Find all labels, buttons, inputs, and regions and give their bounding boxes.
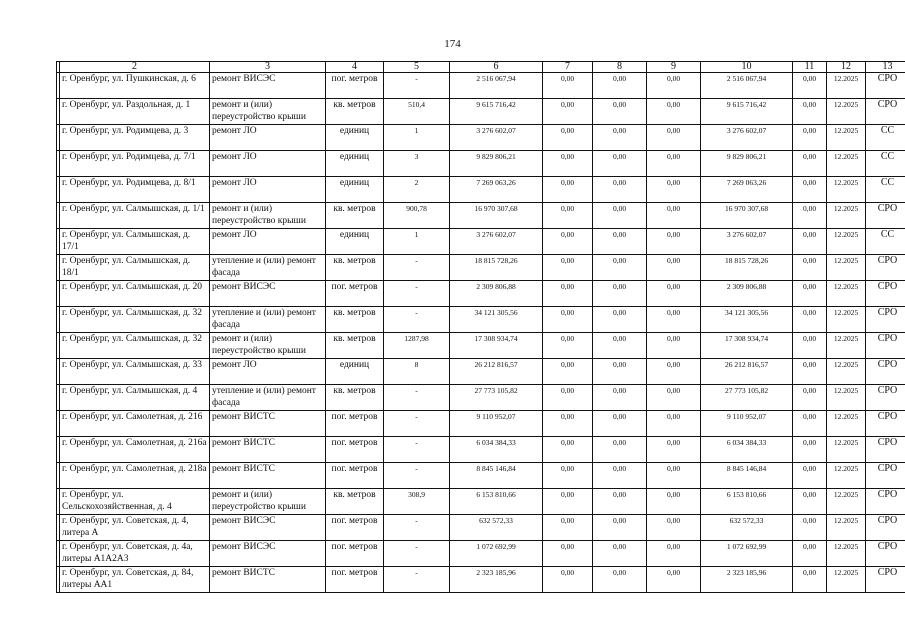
value-cell: 0,00 xyxy=(647,489,701,515)
address-cell: г. Оренбург, ул. Салмышская, д. 32 xyxy=(60,307,210,333)
organization-cell: СРО xyxy=(866,437,905,463)
completion-date-cell: 12.2025 xyxy=(827,385,866,411)
organization-cell: СРО xyxy=(866,359,905,385)
table-row xyxy=(57,73,905,99)
quantity-cell: 2 xyxy=(384,177,450,203)
value-cell: 0,00 xyxy=(793,463,827,489)
value-cell: 0,00 xyxy=(593,177,647,203)
unit-cell: пог. метров xyxy=(326,541,384,567)
unit-cell: кв. метров xyxy=(326,203,384,229)
quantity-cell: 8 xyxy=(384,359,450,385)
quantity-cell: 1 xyxy=(384,125,450,151)
table-row xyxy=(57,281,905,307)
value-cell: 0,00 xyxy=(647,567,701,593)
quantity-cell: 1287,98 xyxy=(384,333,450,359)
completion-date-cell: 12.2025 xyxy=(827,567,866,593)
value-cell: 0,00 xyxy=(543,437,593,463)
value-cell: 0,00 xyxy=(543,229,593,255)
work-type-cell: ремонт ВИСТС xyxy=(210,411,326,437)
unit-cell: единиц xyxy=(326,177,384,203)
fund-cost-cell: 6 034 384,33 xyxy=(701,437,793,463)
table-row xyxy=(57,515,905,541)
fund-cost-cell: 3 276 602,07 xyxy=(701,229,793,255)
completion-date-cell: 12.2025 xyxy=(827,281,866,307)
work-type-cell: ремонт ЛО xyxy=(210,359,326,385)
total-cost-cell: 18 815 728,26 xyxy=(450,255,543,281)
value-cell: 0,00 xyxy=(793,333,827,359)
fund-cost-cell: 3 276 602,07 xyxy=(701,125,793,151)
value-cell: 0,00 xyxy=(543,307,593,333)
address-cell: г. Оренбург, ул. Салмышская, д. 20 xyxy=(60,281,210,307)
column-header: 12 xyxy=(827,62,866,73)
work-type-cell: утепление и (или) ремонт фасада xyxy=(210,385,326,411)
address-cell: г. Оренбург, ул. Советская, д. 84, литеры АА1 xyxy=(60,567,210,593)
completion-date-cell: 12.2025 xyxy=(827,437,866,463)
organization-cell: СРО xyxy=(866,385,905,411)
unit-cell: кв. метров xyxy=(326,385,384,411)
address-cell: г. Оренбург, ул. Родимцева, д. 8/1 xyxy=(60,177,210,203)
table-row xyxy=(57,203,905,229)
quantity-cell: - xyxy=(384,255,450,281)
completion-date-cell: 12.2025 xyxy=(827,333,866,359)
fund-cost-cell: 7 269 063,26 xyxy=(701,177,793,203)
completion-date-cell: 12.2025 xyxy=(827,541,866,567)
total-cost-cell: 9 110 952,07 xyxy=(450,411,543,437)
column-header: 3 xyxy=(210,62,326,73)
work-type-cell: ремонт ВИСТС xyxy=(210,463,326,489)
column-header: 10 xyxy=(701,62,793,73)
total-cost-cell: 3 276 602,07 xyxy=(450,229,543,255)
value-cell: 0,00 xyxy=(543,333,593,359)
fund-cost-cell: 9 110 952,07 xyxy=(701,411,793,437)
unit-cell: пог. метров xyxy=(326,463,384,489)
table-row xyxy=(57,229,905,255)
registry-table xyxy=(56,61,905,593)
value-cell: 0,00 xyxy=(647,255,701,281)
value-cell: 0,00 xyxy=(793,203,827,229)
address-cell: г. Оренбург, ул. Советская, д. 4, литера А xyxy=(60,515,210,541)
value-cell: 0,00 xyxy=(543,541,593,567)
total-cost-cell: 26 212 816,57 xyxy=(450,359,543,385)
completion-date-cell: 12.2025 xyxy=(827,359,866,385)
organization-cell: СРО xyxy=(866,411,905,437)
total-cost-cell: 2 516 067,94 xyxy=(450,73,543,99)
table-row xyxy=(57,99,905,125)
value-cell: 0,00 xyxy=(793,151,827,177)
completion-date-cell: 12.2025 xyxy=(827,125,866,151)
work-type-cell: ремонт ВИСТС xyxy=(210,567,326,593)
value-cell: 0,00 xyxy=(647,203,701,229)
column-header: 9 xyxy=(647,62,701,73)
value-cell: 0,00 xyxy=(593,281,647,307)
organization-cell: СРО xyxy=(866,463,905,489)
total-cost-cell: 16 970 307,68 xyxy=(450,203,543,229)
value-cell: 0,00 xyxy=(647,73,701,99)
value-cell: 0,00 xyxy=(543,411,593,437)
value-cell: 0,00 xyxy=(793,567,827,593)
total-cost-cell: 6 034 384,33 xyxy=(450,437,543,463)
quantity-cell: - xyxy=(384,281,450,307)
organization-cell: СРО xyxy=(866,281,905,307)
address-cell: г. Оренбург, ул. Самолетная, д. 216 xyxy=(60,411,210,437)
work-type-cell: ремонт ЛО xyxy=(210,229,326,255)
fund-cost-cell: 18 815 728,26 xyxy=(701,255,793,281)
address-cell: г. Оренбург, ул. Салмышская, д. 1/1 xyxy=(60,203,210,229)
table-row xyxy=(57,333,905,359)
fund-cost-cell: 9 615 716,42 xyxy=(701,99,793,125)
fund-cost-cell: 632 572,33 xyxy=(701,515,793,541)
value-cell: 0,00 xyxy=(793,385,827,411)
column-header: 11 xyxy=(793,62,827,73)
value-cell: 0,00 xyxy=(793,489,827,515)
quantity-cell: - xyxy=(384,567,450,593)
address-cell: г. Оренбург, ул. Советская, д. 4а, литеры А1А2А3 xyxy=(60,541,210,567)
address-cell: г. Оренбург, ул. Самолетная, д. 218а xyxy=(60,463,210,489)
table-row xyxy=(57,255,905,281)
total-cost-cell: 27 773 105,82 xyxy=(450,385,543,411)
value-cell: 0,00 xyxy=(543,515,593,541)
unit-cell: пог. метров xyxy=(326,437,384,463)
quantity-cell: - xyxy=(384,73,450,99)
table-row xyxy=(57,411,905,437)
quantity-cell: 308,9 xyxy=(384,489,450,515)
table-row xyxy=(57,177,905,203)
work-type-cell: ремонт ЛО xyxy=(210,177,326,203)
quantity-cell: - xyxy=(384,437,450,463)
value-cell: 0,00 xyxy=(793,307,827,333)
work-type-cell: ремонт ВИСТС xyxy=(210,437,326,463)
organization-cell: СРО xyxy=(866,203,905,229)
completion-date-cell: 12.2025 xyxy=(827,99,866,125)
completion-date-cell: 12.2025 xyxy=(827,515,866,541)
column-header: 2 xyxy=(60,62,210,73)
value-cell: 0,00 xyxy=(543,99,593,125)
fund-cost-cell: 8 845 146,84 xyxy=(701,463,793,489)
unit-cell: единиц xyxy=(326,151,384,177)
address-cell: г. Оренбург, ул. Пушкинская, д. 6 xyxy=(60,73,210,99)
value-cell: 0,00 xyxy=(543,359,593,385)
completion-date-cell: 12.2025 xyxy=(827,489,866,515)
value-cell: 0,00 xyxy=(793,73,827,99)
completion-date-cell: 12.2025 xyxy=(827,463,866,489)
quantity-cell: 3 xyxy=(384,151,450,177)
value-cell: 0,00 xyxy=(543,567,593,593)
value-cell: 0,00 xyxy=(647,281,701,307)
quantity-cell: - xyxy=(384,385,450,411)
organization-cell: СРО xyxy=(866,73,905,99)
table-row xyxy=(57,541,905,567)
column-header: 6 xyxy=(450,62,543,73)
unit-cell: кв. метров xyxy=(326,333,384,359)
fund-cost-cell: 9 829 806,21 xyxy=(701,151,793,177)
value-cell: 0,00 xyxy=(593,125,647,151)
column-header: 8 xyxy=(593,62,647,73)
table-row xyxy=(57,359,905,385)
value-cell: 0,00 xyxy=(543,385,593,411)
organization-cell: СРО xyxy=(866,333,905,359)
value-cell: 0,00 xyxy=(593,99,647,125)
work-type-cell: ремонт ВИСЭС xyxy=(210,515,326,541)
value-cell: 0,00 xyxy=(543,151,593,177)
work-type-cell: ремонт ЛО xyxy=(210,151,326,177)
organization-cell: СРО xyxy=(866,99,905,125)
value-cell: 0,00 xyxy=(543,489,593,515)
fund-cost-cell: 16 970 307,68 xyxy=(701,203,793,229)
quantity-cell: - xyxy=(384,307,450,333)
value-cell: 0,00 xyxy=(593,515,647,541)
total-cost-cell: 9 829 806,21 xyxy=(450,151,543,177)
value-cell: 0,00 xyxy=(593,333,647,359)
value-cell: 0,00 xyxy=(593,385,647,411)
completion-date-cell: 12.2025 xyxy=(827,151,866,177)
address-cell: г. Оренбург, ул. Салмышская, д. 18/1 xyxy=(60,255,210,281)
value-cell: 0,00 xyxy=(793,515,827,541)
value-cell: 0,00 xyxy=(647,515,701,541)
fund-cost-cell: 2 323 185,96 xyxy=(701,567,793,593)
table-row xyxy=(57,385,905,411)
work-type-cell: ремонт и (или) переустройство крыши xyxy=(210,333,326,359)
total-cost-cell: 9 615 716,42 xyxy=(450,99,543,125)
table-row xyxy=(57,125,905,151)
work-type-cell: ремонт ВИСЭС xyxy=(210,281,326,307)
address-cell: г. Оренбург, ул. Родимцева, д. 3 xyxy=(60,125,210,151)
work-type-cell: ремонт ВИСЭС xyxy=(210,541,326,567)
quantity-cell: - xyxy=(384,463,450,489)
table-body xyxy=(57,73,905,593)
total-cost-cell: 632 572,33 xyxy=(450,515,543,541)
value-cell: 0,00 xyxy=(593,359,647,385)
address-cell: г. Оренбург, ул. Салмышская, д. 17/1 xyxy=(60,229,210,255)
address-cell: г. Оренбург, ул. Салмышская, д. 33 xyxy=(60,359,210,385)
value-cell: 0,00 xyxy=(647,151,701,177)
value-cell: 0,00 xyxy=(647,177,701,203)
quantity-cell: 510,4 xyxy=(384,99,450,125)
address-cell: г. Оренбург, ул. Родимцева, д. 7/1 xyxy=(60,151,210,177)
value-cell: 0,00 xyxy=(593,73,647,99)
table-row xyxy=(57,437,905,463)
value-cell: 0,00 xyxy=(647,385,701,411)
value-cell: 0,00 xyxy=(793,125,827,151)
unit-cell: единиц xyxy=(326,229,384,255)
value-cell: 0,00 xyxy=(593,411,647,437)
fund-cost-cell: 34 121 305,56 xyxy=(701,307,793,333)
work-type-cell: ремонт и (или) переустройство крыши xyxy=(210,99,326,125)
organization-cell: СС xyxy=(866,229,905,255)
work-type-cell: утепление и (или) ремонт фасада xyxy=(210,307,326,333)
total-cost-cell: 17 308 934,74 xyxy=(450,333,543,359)
value-cell: 0,00 xyxy=(793,437,827,463)
value-cell: 0,00 xyxy=(793,255,827,281)
table-row xyxy=(57,307,905,333)
total-cost-cell: 34 121 305,56 xyxy=(450,307,543,333)
column-header: 4 xyxy=(326,62,384,73)
unit-cell: пог. метров xyxy=(326,281,384,307)
quantity-cell: - xyxy=(384,515,450,541)
value-cell: 0,00 xyxy=(593,203,647,229)
value-cell: 0,00 xyxy=(543,73,593,99)
value-cell: 0,00 xyxy=(647,333,701,359)
value-cell: 0,00 xyxy=(793,359,827,385)
organization-cell: СРО xyxy=(866,541,905,567)
value-cell: 0,00 xyxy=(543,203,593,229)
fund-cost-cell: 1 072 692,99 xyxy=(701,541,793,567)
value-cell: 0,00 xyxy=(793,177,827,203)
total-cost-cell: 2 323 185,96 xyxy=(450,567,543,593)
address-cell: г. Оренбург, ул. Сельскохозяйственная, д. 4 xyxy=(60,489,210,515)
value-cell: 0,00 xyxy=(543,281,593,307)
value-cell: 0,00 xyxy=(647,463,701,489)
organization-cell: СС xyxy=(866,125,905,151)
unit-cell: единиц xyxy=(326,125,384,151)
fund-cost-cell: 17 308 934,74 xyxy=(701,333,793,359)
value-cell: 0,00 xyxy=(793,281,827,307)
value-cell: 0,00 xyxy=(593,463,647,489)
work-type-cell: ремонт ВИСЭС xyxy=(210,73,326,99)
value-cell: 0,00 xyxy=(647,99,701,125)
value-cell: 0,00 xyxy=(593,151,647,177)
fund-cost-cell: 2 516 067,94 xyxy=(701,73,793,99)
total-cost-cell: 8 845 146,84 xyxy=(450,463,543,489)
fund-cost-cell: 2 309 806,88 xyxy=(701,281,793,307)
address-cell: г. Оренбург, ул. Салмышская, д. 4 xyxy=(60,385,210,411)
work-type-cell: ремонт и (или) переустройство крыши xyxy=(210,203,326,229)
work-type-cell: утепление и (или) ремонт фасада xyxy=(210,255,326,281)
header-row xyxy=(57,62,905,73)
organization-cell: СС xyxy=(866,151,905,177)
value-cell: 0,00 xyxy=(647,307,701,333)
completion-date-cell: 12.2025 xyxy=(827,411,866,437)
quantity-cell: 1 xyxy=(384,229,450,255)
value-cell: 0,00 xyxy=(793,541,827,567)
value-cell: 0,00 xyxy=(647,229,701,255)
value-cell: 0,00 xyxy=(647,359,701,385)
value-cell: 0,00 xyxy=(543,463,593,489)
total-cost-cell: 7 269 063,26 xyxy=(450,177,543,203)
value-cell: 0,00 xyxy=(593,437,647,463)
value-cell: 0,00 xyxy=(793,99,827,125)
page-number: 174 xyxy=(444,38,461,50)
quantity-cell: 900,78 xyxy=(384,203,450,229)
unit-cell: кв. метров xyxy=(326,489,384,515)
column-header: 7 xyxy=(543,62,593,73)
organization-cell: СРО xyxy=(866,255,905,281)
completion-date-cell: 12.2025 xyxy=(827,73,866,99)
value-cell: 0,00 xyxy=(647,437,701,463)
unit-cell: кв. метров xyxy=(326,99,384,125)
address-cell: г. Оренбург, ул. Самолетная, д. 216а xyxy=(60,437,210,463)
organization-cell: СРО xyxy=(866,489,905,515)
fund-cost-cell: 6 153 810,66 xyxy=(701,489,793,515)
unit-cell: пог. метров xyxy=(326,73,384,99)
table-row xyxy=(57,463,905,489)
total-cost-cell: 6 153 810,66 xyxy=(450,489,543,515)
unit-cell: кв. метров xyxy=(326,307,384,333)
completion-date-cell: 12.2025 xyxy=(827,255,866,281)
table-row xyxy=(57,489,905,515)
organization-cell: СРО xyxy=(866,515,905,541)
unit-cell: пог. метров xyxy=(326,515,384,541)
value-cell: 0,00 xyxy=(593,229,647,255)
work-type-cell: ремонт ЛО xyxy=(210,125,326,151)
completion-date-cell: 12.2025 xyxy=(827,229,866,255)
quantity-cell: - xyxy=(384,541,450,567)
unit-cell: пог. метров xyxy=(326,411,384,437)
fund-cost-cell: 26 212 816,57 xyxy=(701,359,793,385)
organization-cell: СС xyxy=(866,177,905,203)
value-cell: 0,00 xyxy=(647,541,701,567)
work-type-cell: ремонт и (или) переустройство крыши xyxy=(210,489,326,515)
value-cell: 0,00 xyxy=(793,411,827,437)
value-cell: 0,00 xyxy=(593,307,647,333)
total-cost-cell: 2 309 806,88 xyxy=(450,281,543,307)
value-cell: 0,00 xyxy=(793,229,827,255)
total-cost-cell: 3 276 602,07 xyxy=(450,125,543,151)
address-cell: г. Оренбург, ул. Раздольная, д. 1 xyxy=(60,99,210,125)
organization-cell: СРО xyxy=(866,567,905,593)
value-cell: 0,00 xyxy=(593,567,647,593)
total-cost-cell: 1 072 692,99 xyxy=(450,541,543,567)
value-cell: 0,00 xyxy=(647,125,701,151)
value-cell: 0,00 xyxy=(593,489,647,515)
unit-cell: кв. метров xyxy=(326,255,384,281)
value-cell: 0,00 xyxy=(593,541,647,567)
value-cell: 0,00 xyxy=(647,411,701,437)
unit-cell: пог. метров xyxy=(326,567,384,593)
value-cell: 0,00 xyxy=(543,255,593,281)
fund-cost-cell: 27 773 105,82 xyxy=(701,385,793,411)
completion-date-cell: 12.2025 xyxy=(827,307,866,333)
table-row xyxy=(57,151,905,177)
unit-cell: единиц xyxy=(326,359,384,385)
completion-date-cell: 12.2025 xyxy=(827,177,866,203)
value-cell: 0,00 xyxy=(593,255,647,281)
value-cell: 0,00 xyxy=(543,125,593,151)
completion-date-cell: 12.2025 xyxy=(827,203,866,229)
column-header: 5 xyxy=(384,62,450,73)
quantity-cell: - xyxy=(384,411,450,437)
table-row xyxy=(57,567,905,593)
organization-cell: СРО xyxy=(866,307,905,333)
column-header: 13 xyxy=(866,62,905,73)
address-cell: г. Оренбург, ул. Салмышская, д. 32 xyxy=(60,333,210,359)
value-cell: 0,00 xyxy=(543,177,593,203)
